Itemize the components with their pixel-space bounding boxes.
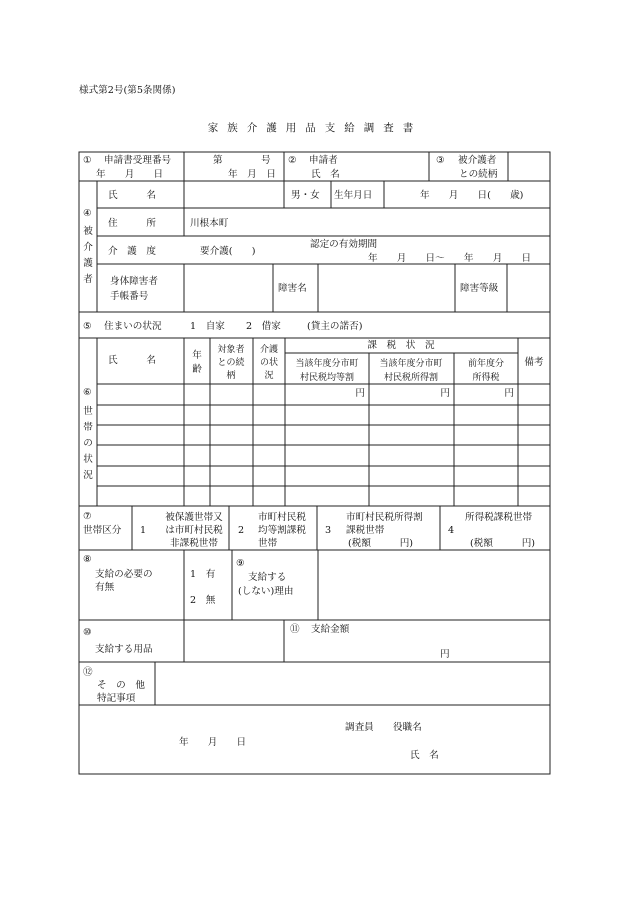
number-label: 第 号 — [213, 155, 271, 166]
mark-2: ② — [288, 155, 297, 166]
col-tax-a-line1: 当該年度分市町 — [295, 359, 359, 369]
vchar: 況 — [83, 470, 93, 481]
receipt-number-label: 申請書受理番号 — [104, 155, 172, 166]
vchar: 被 — [83, 226, 93, 237]
col-tax-c-line2: 所得税 — [472, 373, 500, 383]
col-relation-line2: との続 — [217, 358, 245, 368]
col-care-line1: 介護 — [259, 345, 279, 355]
mark-6: ⑥ — [83, 387, 92, 398]
category-opt3-number: 3 — [325, 525, 332, 536]
disability-label-line1: 身体障害者 — [110, 276, 158, 287]
valid-period-label: 認定の有効期間 — [310, 239, 378, 250]
disability-label-line2: 手帳番号 — [110, 291, 149, 302]
birth-label: 生年月日 — [334, 190, 373, 201]
other-label-line1: そ の 他 — [97, 680, 145, 691]
investigator-label: 調査員 役職名 — [345, 722, 422, 733]
signature-date: 年 月 日 — [179, 737, 247, 748]
yen-unit: 円 — [440, 388, 450, 399]
vchar: 介 — [83, 242, 93, 253]
address-value: 川根本町 — [190, 218, 229, 229]
vchar: 護 — [83, 258, 93, 269]
mark-7: ⑦ — [83, 511, 92, 522]
reason-label-line1: 支給する — [248, 572, 287, 583]
mark-12: ⑫ — [83, 667, 93, 678]
category-opt2-line2: 均等割課税 — [258, 525, 306, 536]
vchar: の — [83, 438, 93, 449]
yen-unit: 円 — [355, 388, 365, 399]
residence-own: 1 自家 — [190, 321, 225, 332]
supply-amount-unit: 円 — [440, 649, 450, 660]
form-number: 様式第2号(第5条関係) — [79, 85, 176, 96]
category-opt1-line1: 被保護世帯又 — [165, 512, 223, 523]
mark-3: ③ — [436, 155, 445, 166]
mark-5: ⑤ — [83, 321, 92, 332]
valid-period-value: 年 月 日〜 年 月 日 — [368, 253, 532, 264]
col-relation-line1: 対象者 — [217, 345, 245, 355]
cared-section-label — [83, 225, 93, 285]
need-label-line2: 有無 — [95, 582, 115, 593]
yen-unit: 円 — [504, 388, 514, 399]
disability-name-label: 障害名 — [278, 283, 307, 294]
category-opt3-line1: 市町村民税所得割 — [346, 512, 423, 523]
category-opt2-line3: 世帯 — [258, 538, 278, 549]
mark-4: ④ — [83, 208, 92, 219]
category-opt4-number: 4 — [448, 525, 455, 536]
category-opt3-line2: 課税世帯 — [346, 525, 385, 536]
supply-amount-label: 支給金額 — [311, 624, 350, 635]
category-opt1-number: 1 — [140, 525, 147, 536]
residence-consent: (貸主の諾否) — [307, 321, 363, 332]
col-age-header — [192, 349, 202, 375]
col-tax-header: 課 税 状 況 — [367, 340, 435, 351]
col-remarks-header: 備考 — [524, 357, 544, 368]
category-opt1-line2: は市町村民税 — [165, 525, 223, 536]
reason-label-line2: (しない)理由 — [238, 586, 294, 597]
applicant-name-label: 氏 名 — [311, 169, 340, 180]
need-yes: 1 有 — [190, 569, 216, 580]
category-label: 世帯区分 — [83, 525, 122, 536]
relation-sub-label: との続柄 — [459, 169, 498, 180]
col-relation-line3: 柄 — [226, 371, 236, 381]
mark-11: ⑪ — [290, 624, 300, 635]
vchar: 年 — [192, 350, 202, 361]
relation-label: 被介護者 — [458, 155, 497, 166]
category-opt2-line1: 市町村民税 — [258, 512, 306, 523]
vchar: 齢 — [192, 364, 202, 375]
applicant-label: 申請者 — [309, 155, 338, 166]
category-opt2-number: 2 — [238, 525, 245, 536]
col-tax-c-line1: 前年度分 — [467, 359, 505, 369]
category-opt1-line3: 非課税世帯 — [170, 538, 218, 549]
supply-items-label: 支給する用品 — [95, 644, 153, 655]
col-tax-b-line1: 当該年度分市町 — [379, 359, 443, 369]
receipt-date: 年 月 日 — [96, 169, 164, 180]
birth-value: 年 月 日( 歳) — [420, 190, 524, 201]
mark-9: ⑨ — [236, 558, 245, 569]
need-no: 2 無 — [190, 595, 216, 606]
col-tax-a-line2: 村民税均等割 — [299, 373, 355, 383]
number-date: 年 月 日 — [228, 169, 276, 180]
col-tax-b-line2: 村民税所得割 — [383, 373, 439, 383]
residence-rent: 2 借家 — [246, 321, 281, 332]
category-opt4-line1: 所得税課税世帯 — [465, 512, 533, 523]
other-label-line2: 特記事項 — [97, 693, 136, 704]
col-care-line2: の状 — [259, 358, 279, 368]
col-care-line3: 況 — [264, 371, 274, 381]
mark-10: ⑩ — [83, 627, 92, 638]
vchar: 者 — [83, 274, 93, 285]
col-name-header: 氏 名 — [108, 355, 156, 366]
residence-label: 住まいの状況 — [104, 321, 162, 332]
care-level-label: 介 護 度 — [108, 246, 156, 257]
care-level-value: 要介護( ) — [200, 246, 256, 257]
need-label-line1: 支給の必要の — [95, 569, 153, 580]
form-title: 家族介護用品支給調査書 — [207, 122, 423, 134]
disability-grade-label: 障害等級 — [460, 283, 499, 294]
investigator-name: 氏 名 — [410, 750, 439, 761]
vchar: 状 — [83, 454, 93, 465]
category-opt3-tax: (税額 円) — [348, 538, 414, 549]
name-label: 氏 名 — [108, 190, 156, 201]
sex-field: 男・女 — [291, 190, 320, 201]
mark-1: ① — [83, 155, 92, 166]
mark-8: ⑧ — [83, 554, 92, 565]
vchar: 帯 — [83, 422, 93, 433]
address-label: 住 所 — [108, 218, 156, 229]
vchar: 世 — [83, 406, 93, 417]
category-opt4-tax: (税額 円) — [470, 538, 536, 549]
household-section-label — [83, 405, 93, 481]
